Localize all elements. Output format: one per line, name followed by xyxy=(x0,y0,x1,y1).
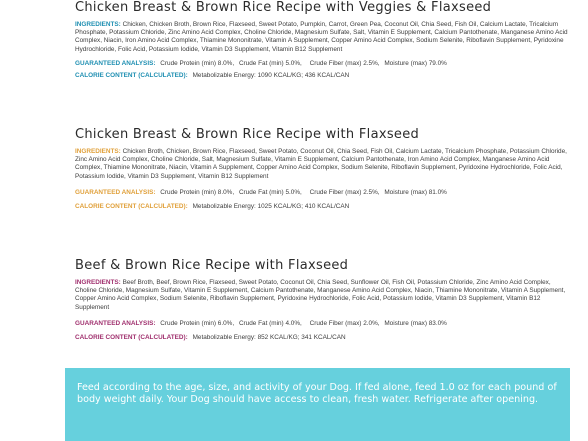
ingredients-label: INGREDIENTS: xyxy=(75,279,121,286)
moisture: Moisture (max) 81.0% xyxy=(384,188,447,196)
analysis-label: GUARANTEED ANALYSIS: xyxy=(75,188,156,196)
ingredients-label: INGREDIENTS: xyxy=(75,148,121,155)
crude-fat: Crude Fat (min) 4.0%, xyxy=(238,319,302,327)
crude-fat: Crude Fat (min) 5.0%, xyxy=(238,59,302,67)
recipe-beef-flaxseed xyxy=(75,258,570,342)
calorie-content xyxy=(75,203,570,211)
crude-fat: Crude Fat (min) 5.0%, xyxy=(238,188,302,196)
crude-protein: Crude Protein (min) 6.0%, xyxy=(160,319,235,327)
crude-fiber: Crude Fiber (max) 2.5%, xyxy=(309,188,380,196)
ingredients-label: INGREDIENTS: xyxy=(75,21,121,28)
calorie-value: Metabolizable Energy: 852 KCAL/KG; 341 KCAL/CAN xyxy=(192,334,346,342)
calorie-value: Metabolizable Energy: 1025 KCAL/KG; 410 KCAL/CAN xyxy=(192,203,350,211)
crude-protein: Crude Protein (min) 8.0%, xyxy=(160,188,235,196)
moisture: Moisture (max) 79.0% xyxy=(384,59,447,67)
calorie-value: Metabolizable Energy: 1090 KCAL/KG; 436 KCAL/CAN xyxy=(192,72,350,80)
analysis-label: GUARANTEED ANALYSIS: xyxy=(75,319,156,327)
recipe-chicken-flaxseed xyxy=(75,127,570,211)
feeding-instructions-banner xyxy=(65,368,570,441)
analysis-label: GUARANTEED ANALYSIS: xyxy=(75,59,156,67)
crude-fiber: Crude Fiber (max) 2.0%, xyxy=(309,319,380,327)
ingredients-text: Chicken Broth, Chicken, Brown Rice, Flaxseed, Sweet Potato, Coconut Oil, Chia Seed, Fish Oil, Calcium Lactate, Tricalcium Phosphate, Potassium Chloride, Zinc Amino Acid Complex, Choline Chloride, Salt, Magnesium Sulfate, Vitamin E Supplement, Calcium Pantothenate, Iron Amino Acid Complex, Manganese Amino Acid Complex, Thiamine Mononitrate, Niacin, Vitamin A Supplement, Copper Amino Acid Complex, Sodium Selenite, Riboflavin Supplement, Pyridoxine Hydrochloride, Folic Acid, Potassium Iodide, Vitamin D3 Supplement, Vitamin B12 Supplement xyxy=(75,148,567,180)
calorie-content xyxy=(75,334,570,342)
guaranteed-analysis xyxy=(75,320,570,328)
ingredients-block xyxy=(75,279,570,312)
ingredients-block xyxy=(75,21,570,54)
recipe-veggies-flaxseed xyxy=(75,0,570,80)
ingredients-text: Beef Broth, Beef, Brown Rice, Flaxseed, Sweet Potato, Coconut Oil, Chia Seed, Sunflower Oil, Fish Oil, Potassium Chloride, Zinc Amino Acid Complex, Choline Chloride, Magnesium Sulfate, Vitamin E Supplement, Calcium Pantothenate, Manganese Amino Acid Complex, Niacin, Thiamine Mononitrate, Vitamin A Supplement, Copper Amino Acid Complex, Sodium Selenite, Riboflavin Supplement, Pyridoxine Hydrochloride, Folic Acid, Potassium Iodide, Vitamin D3 Supplement, Vitamin B12 Supplement xyxy=(75,279,566,311)
calorie-content xyxy=(75,72,570,80)
crude-fiber: Crude Fiber (max) 2.5%, xyxy=(309,59,380,67)
guaranteed-analysis xyxy=(75,189,570,197)
guaranteed-analysis xyxy=(75,60,570,68)
calorie-label: CALORIE CONTENT (CALCULATED): xyxy=(75,203,188,211)
calorie-label: CALORIE CONTENT (CALCULATED): xyxy=(75,334,188,342)
crude-protein: Crude Protein (min) 8.0%, xyxy=(160,59,235,67)
recipe-title: Chicken Breast & Brown Rice Recipe with Veggies & Flaxseed xyxy=(75,0,492,15)
recipe-title: Chicken Breast & Brown Rice Recipe with Flaxseed xyxy=(75,127,420,142)
ingredients-text: Chicken, Chicken Broth, Brown Rice, Flaxseed, Sweet Potato, Pumpkin, Carrot, Green Pea, Coconut Oil, Chia Seed, Fish Oil, Calcium Lactate, Tricalcium Phosphate, Potassium Chloride, Zinc Amino Acid Complex, Choline Chloride, Magnesium Sulfate, Salt, Vitamin E Supplement, Calcium Pantothenate, Manganese Amino Acid Complex, Niacin, Iron Amino Acid Complex, Thiamine Mononitrate, Vitamin A Supplement, Copper Amino Acid Complex, Sodium Selenite, Riboflavin Supplement, Pyridoxine Hydrochloride, Folic Acid, Potassium Iodide, Vitamin D3 Supplement, Vitamin B12 Supplement xyxy=(75,21,568,53)
ingredients-block xyxy=(75,148,570,181)
calorie-label: CALORIE CONTENT (CALCULATED): xyxy=(75,72,188,80)
feeding-instructions-text: Feed according to the age, size, and activity of your Dog. If fed alone, feed 1.0 oz for each pound of body weight daily. Your Dog should have access to clean, fresh water. Refrigerate after opening. xyxy=(77,382,557,405)
recipe-title: Beef & Brown Rice Recipe with Flaxseed xyxy=(75,258,349,273)
moisture: Moisture (max) 83.0% xyxy=(384,319,447,327)
